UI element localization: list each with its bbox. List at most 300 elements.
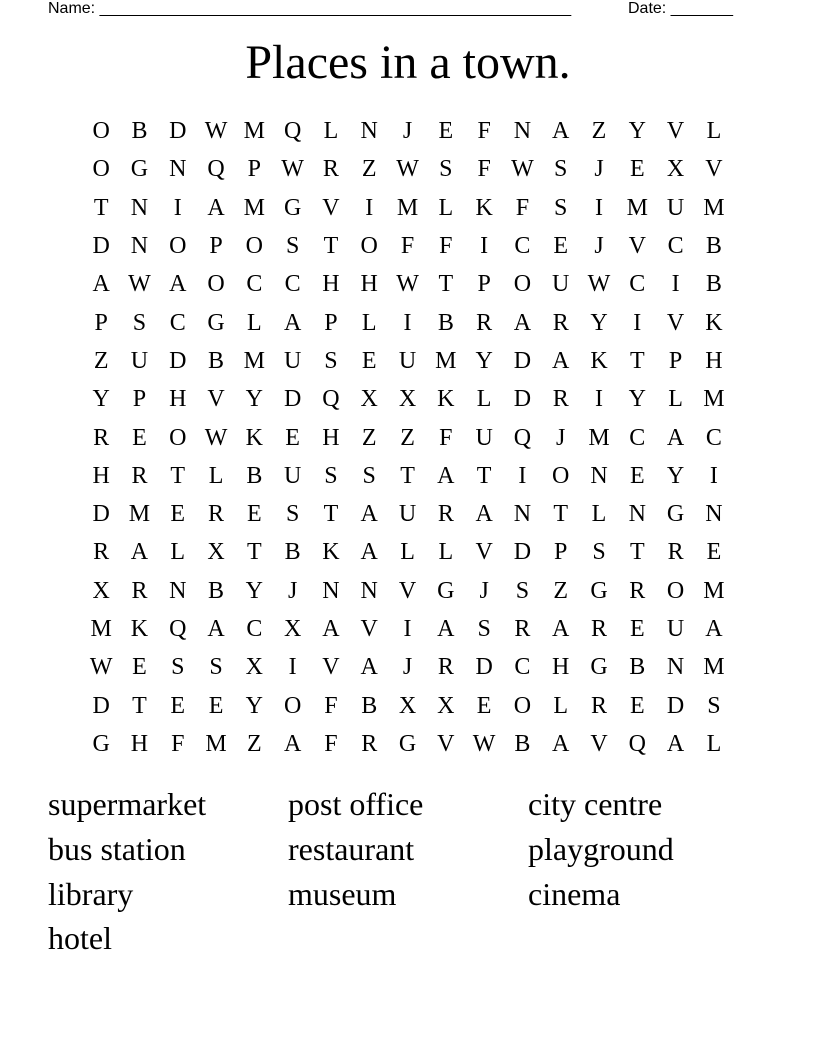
grid-cell: W bbox=[281, 156, 304, 183]
grid-cell: T bbox=[438, 271, 454, 298]
grid-cell: L bbox=[553, 692, 569, 719]
grid-cell: E bbox=[247, 501, 262, 528]
grid-cell: B bbox=[437, 309, 454, 336]
grid-cell: A bbox=[437, 462, 455, 489]
grid-cell: Y bbox=[590, 309, 608, 336]
grid-cell: O bbox=[552, 462, 570, 489]
grid-cell: R bbox=[322, 156, 339, 183]
grid-cell: S bbox=[554, 194, 568, 221]
grid-cell: S bbox=[362, 462, 376, 489]
grid-cell: V bbox=[207, 386, 225, 413]
grid-cell: V bbox=[398, 577, 417, 604]
grid-cell: Z bbox=[400, 424, 415, 451]
grid-cell: A bbox=[169, 271, 187, 298]
grid-cell: C bbox=[284, 271, 301, 298]
grid-row bbox=[82, 380, 733, 418]
grid-cell: E bbox=[285, 424, 300, 451]
page-title: Places in a town. bbox=[245, 36, 571, 89]
grid-cell: H bbox=[169, 386, 187, 413]
grid-cell: R bbox=[552, 309, 569, 336]
grid-cell: T bbox=[629, 347, 645, 374]
grid-cell: L bbox=[438, 194, 454, 221]
grid-cell: R bbox=[667, 539, 684, 566]
grid-cell: L bbox=[706, 118, 722, 145]
grid-cell: F bbox=[477, 156, 491, 183]
grid-cell: U bbox=[666, 616, 685, 642]
grid-cell: N bbox=[322, 577, 340, 604]
word-list-item: supermarket bbox=[48, 786, 207, 822]
grid-cell: A bbox=[322, 616, 340, 642]
grid-cell: Z bbox=[553, 577, 569, 604]
word-search-grid bbox=[82, 112, 733, 763]
grid-cell: D bbox=[92, 233, 110, 260]
grid-cell: H bbox=[705, 347, 723, 374]
grid-cell: S bbox=[707, 692, 721, 719]
grid-cell: L bbox=[247, 309, 262, 336]
grid-cell: B bbox=[705, 233, 722, 260]
grid-cell: U bbox=[130, 347, 149, 374]
grid-cell: V bbox=[322, 654, 340, 681]
grid-cell: E bbox=[629, 156, 645, 183]
grid-cell: R bbox=[437, 654, 454, 681]
grid-cell: Y bbox=[628, 386, 646, 413]
grid-cell: X bbox=[92, 577, 110, 604]
grid-cell: W bbox=[396, 271, 419, 298]
grid-cell: R bbox=[591, 616, 608, 642]
grid-cell: R bbox=[552, 386, 569, 413]
grid-cell: X bbox=[207, 539, 225, 566]
grid-cell: L bbox=[170, 539, 186, 566]
grid-cell: C bbox=[514, 654, 531, 681]
grid-cell: A bbox=[552, 347, 570, 374]
grid-cell: F bbox=[324, 730, 338, 757]
grid-row bbox=[82, 265, 733, 303]
grid-cell: I bbox=[403, 616, 412, 642]
grid-cell: Q bbox=[322, 386, 340, 413]
grid-cell: O bbox=[169, 424, 187, 451]
grid-cell: E bbox=[170, 692, 186, 719]
grid-cell: O bbox=[245, 233, 263, 260]
grid-cell: I bbox=[595, 194, 603, 221]
grid-row bbox=[82, 610, 733, 648]
grid-cell: G bbox=[666, 501, 685, 528]
grid-cell: X bbox=[245, 654, 263, 681]
grid-cell: B bbox=[361, 692, 378, 719]
grid-cell: M bbox=[703, 194, 725, 221]
grid-cell: Z bbox=[361, 424, 377, 451]
grid-cell: P bbox=[477, 271, 491, 298]
grid-cell: I bbox=[365, 194, 374, 221]
grid-cell: V bbox=[628, 233, 646, 260]
grid-cell: R bbox=[131, 462, 148, 489]
grid-cell: Z bbox=[591, 118, 607, 145]
grid-cell: X bbox=[666, 156, 685, 183]
grid-cell: A bbox=[130, 539, 149, 566]
grid-cell: F bbox=[477, 118, 491, 145]
grid-cell: U bbox=[283, 347, 302, 374]
grid-cell: R bbox=[591, 692, 608, 719]
grid-cell: E bbox=[629, 616, 645, 642]
grid-cell: A bbox=[513, 309, 532, 336]
grid-cell: Y bbox=[475, 347, 493, 374]
grid-cell: Z bbox=[247, 730, 262, 757]
grid-cell: W bbox=[511, 156, 534, 183]
grid-cell: L bbox=[400, 539, 415, 566]
grid-cell: O bbox=[92, 156, 110, 183]
word-list-item: bus station bbox=[48, 830, 186, 867]
grid-row bbox=[82, 686, 733, 724]
grid-cell: S bbox=[285, 233, 300, 260]
grid-cell: T bbox=[132, 692, 147, 719]
date-field-label: Date: _______ bbox=[628, 0, 733, 17]
grid-cell: G bbox=[590, 577, 608, 604]
grid-cell: M bbox=[128, 501, 151, 528]
grid-cell: R bbox=[629, 577, 646, 604]
grid-cell: U bbox=[475, 424, 493, 451]
grid-cell: V bbox=[590, 730, 608, 757]
grid-cell: I bbox=[671, 271, 680, 298]
grid-cell: I bbox=[709, 462, 718, 489]
grid-cell: N bbox=[130, 194, 149, 221]
grid-cell: C bbox=[246, 616, 263, 642]
grid-cell: K bbox=[322, 539, 340, 566]
grid-cell: Z bbox=[93, 347, 109, 374]
grid-cell: G bbox=[283, 194, 302, 221]
grid-cell: Q bbox=[513, 424, 532, 451]
grid-row bbox=[82, 572, 733, 610]
grid-cell: L bbox=[323, 118, 339, 145]
grid-cell: E bbox=[361, 347, 377, 374]
grid-cell: S bbox=[171, 654, 185, 681]
grid-cell: T bbox=[553, 501, 569, 528]
grid-cell: H bbox=[130, 730, 149, 757]
grid-cell: Q bbox=[169, 616, 187, 642]
grid-cell: M bbox=[396, 194, 419, 221]
grid-cell: N bbox=[590, 462, 608, 489]
grid-cell: M bbox=[243, 347, 265, 374]
grid-cell: G bbox=[207, 309, 225, 336]
grid-cell: B bbox=[629, 654, 646, 681]
grid-cell: M bbox=[90, 616, 112, 642]
grid-cell: X bbox=[360, 386, 378, 413]
grid-cell: T bbox=[323, 233, 339, 260]
grid-cell: Y bbox=[92, 386, 110, 413]
grid-cell: A bbox=[360, 539, 378, 566]
grid-row bbox=[82, 457, 733, 495]
grid-cell: T bbox=[629, 539, 645, 566]
grid-cell: Y bbox=[245, 386, 263, 413]
grid-cell: P bbox=[209, 233, 223, 260]
grid-row bbox=[82, 227, 733, 265]
word-list-item: museum bbox=[288, 875, 397, 912]
grid-cell: T bbox=[323, 501, 339, 528]
grid-cell: Q bbox=[628, 730, 646, 757]
grid-cell: Y bbox=[245, 577, 263, 604]
grid-cell: L bbox=[438, 539, 454, 566]
grid-cell: Y bbox=[666, 462, 685, 489]
grid-cell: A bbox=[92, 271, 110, 298]
grid-cell: O bbox=[207, 271, 225, 298]
grid-cell: N bbox=[130, 233, 149, 260]
grid-cell: V bbox=[705, 156, 723, 183]
grid-cell: M bbox=[626, 194, 648, 221]
grid-cell: F bbox=[324, 692, 338, 719]
grid-cell: H bbox=[92, 462, 110, 489]
grid-cell: I bbox=[518, 462, 527, 489]
grid-cell: M bbox=[435, 347, 457, 374]
grid-cell: C bbox=[629, 271, 646, 298]
grid-cell: B bbox=[246, 462, 263, 489]
grid-cell: N bbox=[666, 654, 685, 681]
grid-cell: A bbox=[207, 194, 225, 221]
grid-cell: P bbox=[94, 309, 108, 336]
grid-cell: A bbox=[283, 730, 302, 757]
grid-cell: L bbox=[706, 730, 722, 757]
grid-cell: I bbox=[595, 386, 603, 413]
grid-row bbox=[82, 495, 733, 533]
grid-cell: O bbox=[513, 692, 532, 719]
grid-cell: P bbox=[668, 347, 683, 374]
grid-cell: J bbox=[287, 577, 298, 604]
grid-cell: A bbox=[360, 501, 378, 528]
grid-cell: I bbox=[403, 309, 412, 336]
grid-cell: L bbox=[361, 309, 377, 336]
grid-cell: S bbox=[554, 156, 568, 183]
grid-cell: V bbox=[666, 309, 685, 336]
grid-cell: E bbox=[170, 501, 186, 528]
grid-cell: Y bbox=[245, 692, 263, 719]
grid-cell: E bbox=[476, 692, 492, 719]
grid-cell: P bbox=[247, 156, 262, 183]
grid-cell: N bbox=[628, 501, 646, 528]
grid-cell: E bbox=[553, 233, 569, 260]
grid-cell: B bbox=[284, 539, 301, 566]
grid-cell: S bbox=[132, 309, 147, 336]
word-list-item: restaurant bbox=[288, 830, 415, 867]
grid-cell: R bbox=[437, 501, 454, 528]
grid-cell: N bbox=[513, 118, 532, 145]
grid-cell: B bbox=[705, 271, 722, 298]
grid-cell: I bbox=[633, 309, 642, 336]
grid-cell: E bbox=[629, 462, 645, 489]
grid-cell: V bbox=[322, 194, 340, 221]
grid-cell: D bbox=[92, 501, 110, 528]
grid-cell: B bbox=[514, 730, 531, 757]
grid-cell: O bbox=[283, 692, 302, 719]
grid-cell: X bbox=[398, 692, 417, 719]
grid-cell: M bbox=[243, 118, 265, 145]
grid-cell: A bbox=[437, 616, 455, 642]
grid-cell: M bbox=[703, 577, 725, 604]
grid-row bbox=[82, 648, 733, 686]
grid-row bbox=[82, 189, 733, 227]
grid-cell: D bbox=[513, 539, 532, 566]
grid-cell: K bbox=[130, 616, 149, 642]
grid-cell: R bbox=[208, 501, 225, 528]
grid-cell: F bbox=[515, 194, 530, 221]
grid-cell: A bbox=[552, 730, 570, 757]
grid-cell: D bbox=[283, 386, 302, 413]
grid-cell: C bbox=[667, 233, 684, 260]
grid-cell: F bbox=[171, 730, 185, 757]
grid-cell: R bbox=[93, 539, 110, 566]
grid-cell: R bbox=[361, 730, 378, 757]
grid-cell: N bbox=[169, 156, 187, 183]
word-list-item: library bbox=[48, 875, 134, 912]
grid-cell: E bbox=[629, 692, 645, 719]
grid-cell: D bbox=[169, 347, 187, 374]
grid-cell: H bbox=[322, 424, 340, 451]
grid-cell: I bbox=[480, 233, 489, 260]
word-list-item: playground bbox=[528, 830, 674, 867]
grid-cell: E bbox=[208, 692, 224, 719]
grid-cell: S bbox=[592, 539, 606, 566]
grid-cell: O bbox=[666, 577, 685, 604]
grid-cell: G bbox=[590, 654, 608, 681]
grid-cell: R bbox=[93, 424, 110, 451]
grid-cell: D bbox=[475, 654, 493, 681]
grid-cell: O bbox=[169, 233, 187, 260]
grid-row bbox=[82, 418, 733, 456]
grid-cell: U bbox=[552, 271, 570, 298]
grid-cell: G bbox=[437, 577, 455, 604]
grid-cell: J bbox=[479, 577, 489, 604]
grid-cell: E bbox=[132, 654, 147, 681]
grid-cell: S bbox=[285, 501, 300, 528]
grid-cell: F bbox=[400, 233, 415, 260]
grid-cell: A bbox=[475, 501, 493, 528]
grid-cell: M bbox=[205, 730, 227, 757]
grid-cell: Q bbox=[283, 118, 302, 145]
grid-cell: N bbox=[513, 501, 532, 528]
word-list-item: cinema bbox=[528, 875, 621, 912]
grid-cell: D bbox=[513, 347, 532, 374]
grid-cell: S bbox=[439, 156, 453, 183]
grid-cell: K bbox=[590, 347, 608, 374]
grid-cell: C bbox=[169, 309, 186, 336]
grid-cell: G bbox=[398, 730, 417, 757]
grid-cell: G bbox=[130, 156, 149, 183]
word-list-item: hotel bbox=[48, 920, 112, 957]
grid-cell: H bbox=[552, 654, 570, 681]
grid-cell: L bbox=[476, 386, 492, 413]
grid-cell: U bbox=[666, 194, 685, 221]
grid-cell: C bbox=[514, 233, 531, 260]
grid-cell: B bbox=[131, 118, 148, 145]
grid-cell: E bbox=[132, 424, 147, 451]
grid-cell: V bbox=[437, 730, 455, 757]
grid-cell: J bbox=[556, 424, 566, 451]
grid-cell: T bbox=[247, 539, 262, 566]
grid-cell: A bbox=[705, 616, 723, 642]
grid-cell: O bbox=[513, 271, 532, 298]
grid-cell: D bbox=[666, 692, 685, 719]
grid-cell: F bbox=[439, 233, 453, 260]
grid-cell: L bbox=[591, 501, 607, 528]
grid-cell: T bbox=[476, 462, 492, 489]
grid-cell: C bbox=[246, 271, 263, 298]
grid-cell: J bbox=[594, 233, 604, 260]
grid-cell: D bbox=[92, 692, 110, 719]
grid-cell: B bbox=[208, 347, 225, 374]
grid-cell: M bbox=[703, 654, 725, 681]
grid-cell: R bbox=[514, 616, 531, 642]
grid-cell: D bbox=[169, 118, 187, 145]
name-field-label: Name: _____________________________________________________ bbox=[48, 0, 572, 17]
grid-cell: U bbox=[398, 501, 417, 528]
grid-cell: A bbox=[666, 424, 685, 451]
grid-row bbox=[82, 150, 733, 188]
grid-cell: O bbox=[92, 118, 110, 145]
grid-cell: K bbox=[437, 386, 455, 413]
grid-cell: A bbox=[552, 616, 570, 642]
grid-cell: E bbox=[706, 539, 722, 566]
grid-cell: K bbox=[475, 194, 493, 221]
grid-cell: A bbox=[283, 309, 302, 336]
grid-cell: T bbox=[170, 462, 186, 489]
grid-row bbox=[82, 342, 733, 380]
grid-cell: N bbox=[360, 118, 378, 145]
grid-cell: S bbox=[477, 616, 491, 642]
grid-cell: W bbox=[204, 118, 228, 145]
grid-cell: P bbox=[324, 309, 338, 336]
word-list bbox=[48, 782, 768, 961]
grid-cell: H bbox=[322, 271, 340, 298]
grid-cell: V bbox=[360, 616, 378, 642]
grid-cell: K bbox=[705, 309, 723, 336]
grid-cell: A bbox=[360, 654, 378, 681]
grid-row bbox=[82, 533, 733, 571]
grid-cell: P bbox=[554, 539, 568, 566]
grid-cell: I bbox=[173, 194, 182, 221]
grid-cell: J bbox=[402, 654, 413, 681]
grid-cell: W bbox=[472, 730, 496, 757]
worksheet-header bbox=[0, 0, 816, 22]
grid-cell: R bbox=[131, 577, 148, 604]
grid-cell: R bbox=[476, 309, 493, 336]
grid-cell: M bbox=[588, 424, 610, 451]
grid-cell: W bbox=[396, 156, 419, 183]
grid-cell: J bbox=[594, 156, 604, 183]
grid-row bbox=[82, 303, 733, 341]
grid-cell: P bbox=[132, 386, 147, 413]
grid-cell: H bbox=[360, 271, 378, 298]
grid-cell: M bbox=[243, 194, 265, 221]
grid-cell: X bbox=[283, 616, 302, 642]
grid-cell: W bbox=[89, 654, 113, 681]
grid-cell: K bbox=[245, 424, 263, 451]
grid-cell: B bbox=[208, 577, 225, 604]
grid-cell: S bbox=[209, 654, 223, 681]
grid-cell: V bbox=[475, 539, 493, 566]
grid-cell: F bbox=[439, 424, 453, 451]
grid-cell: M bbox=[703, 386, 725, 413]
grid-cell: T bbox=[93, 194, 109, 221]
grid-cell: S bbox=[324, 462, 338, 489]
grid-cell: J bbox=[402, 118, 413, 145]
grid-cell: W bbox=[587, 271, 611, 298]
grid-cell: C bbox=[629, 424, 646, 451]
grid-cell: G bbox=[92, 730, 110, 757]
grid-cell: V bbox=[666, 118, 685, 145]
grid-cell: X bbox=[398, 386, 417, 413]
grid-cell: U bbox=[398, 347, 417, 374]
grid-cell: A bbox=[207, 616, 225, 642]
grid-cell: Q bbox=[207, 156, 225, 183]
grid-row bbox=[82, 725, 733, 763]
grid-row bbox=[82, 112, 733, 150]
grid-cell: N bbox=[360, 577, 378, 604]
